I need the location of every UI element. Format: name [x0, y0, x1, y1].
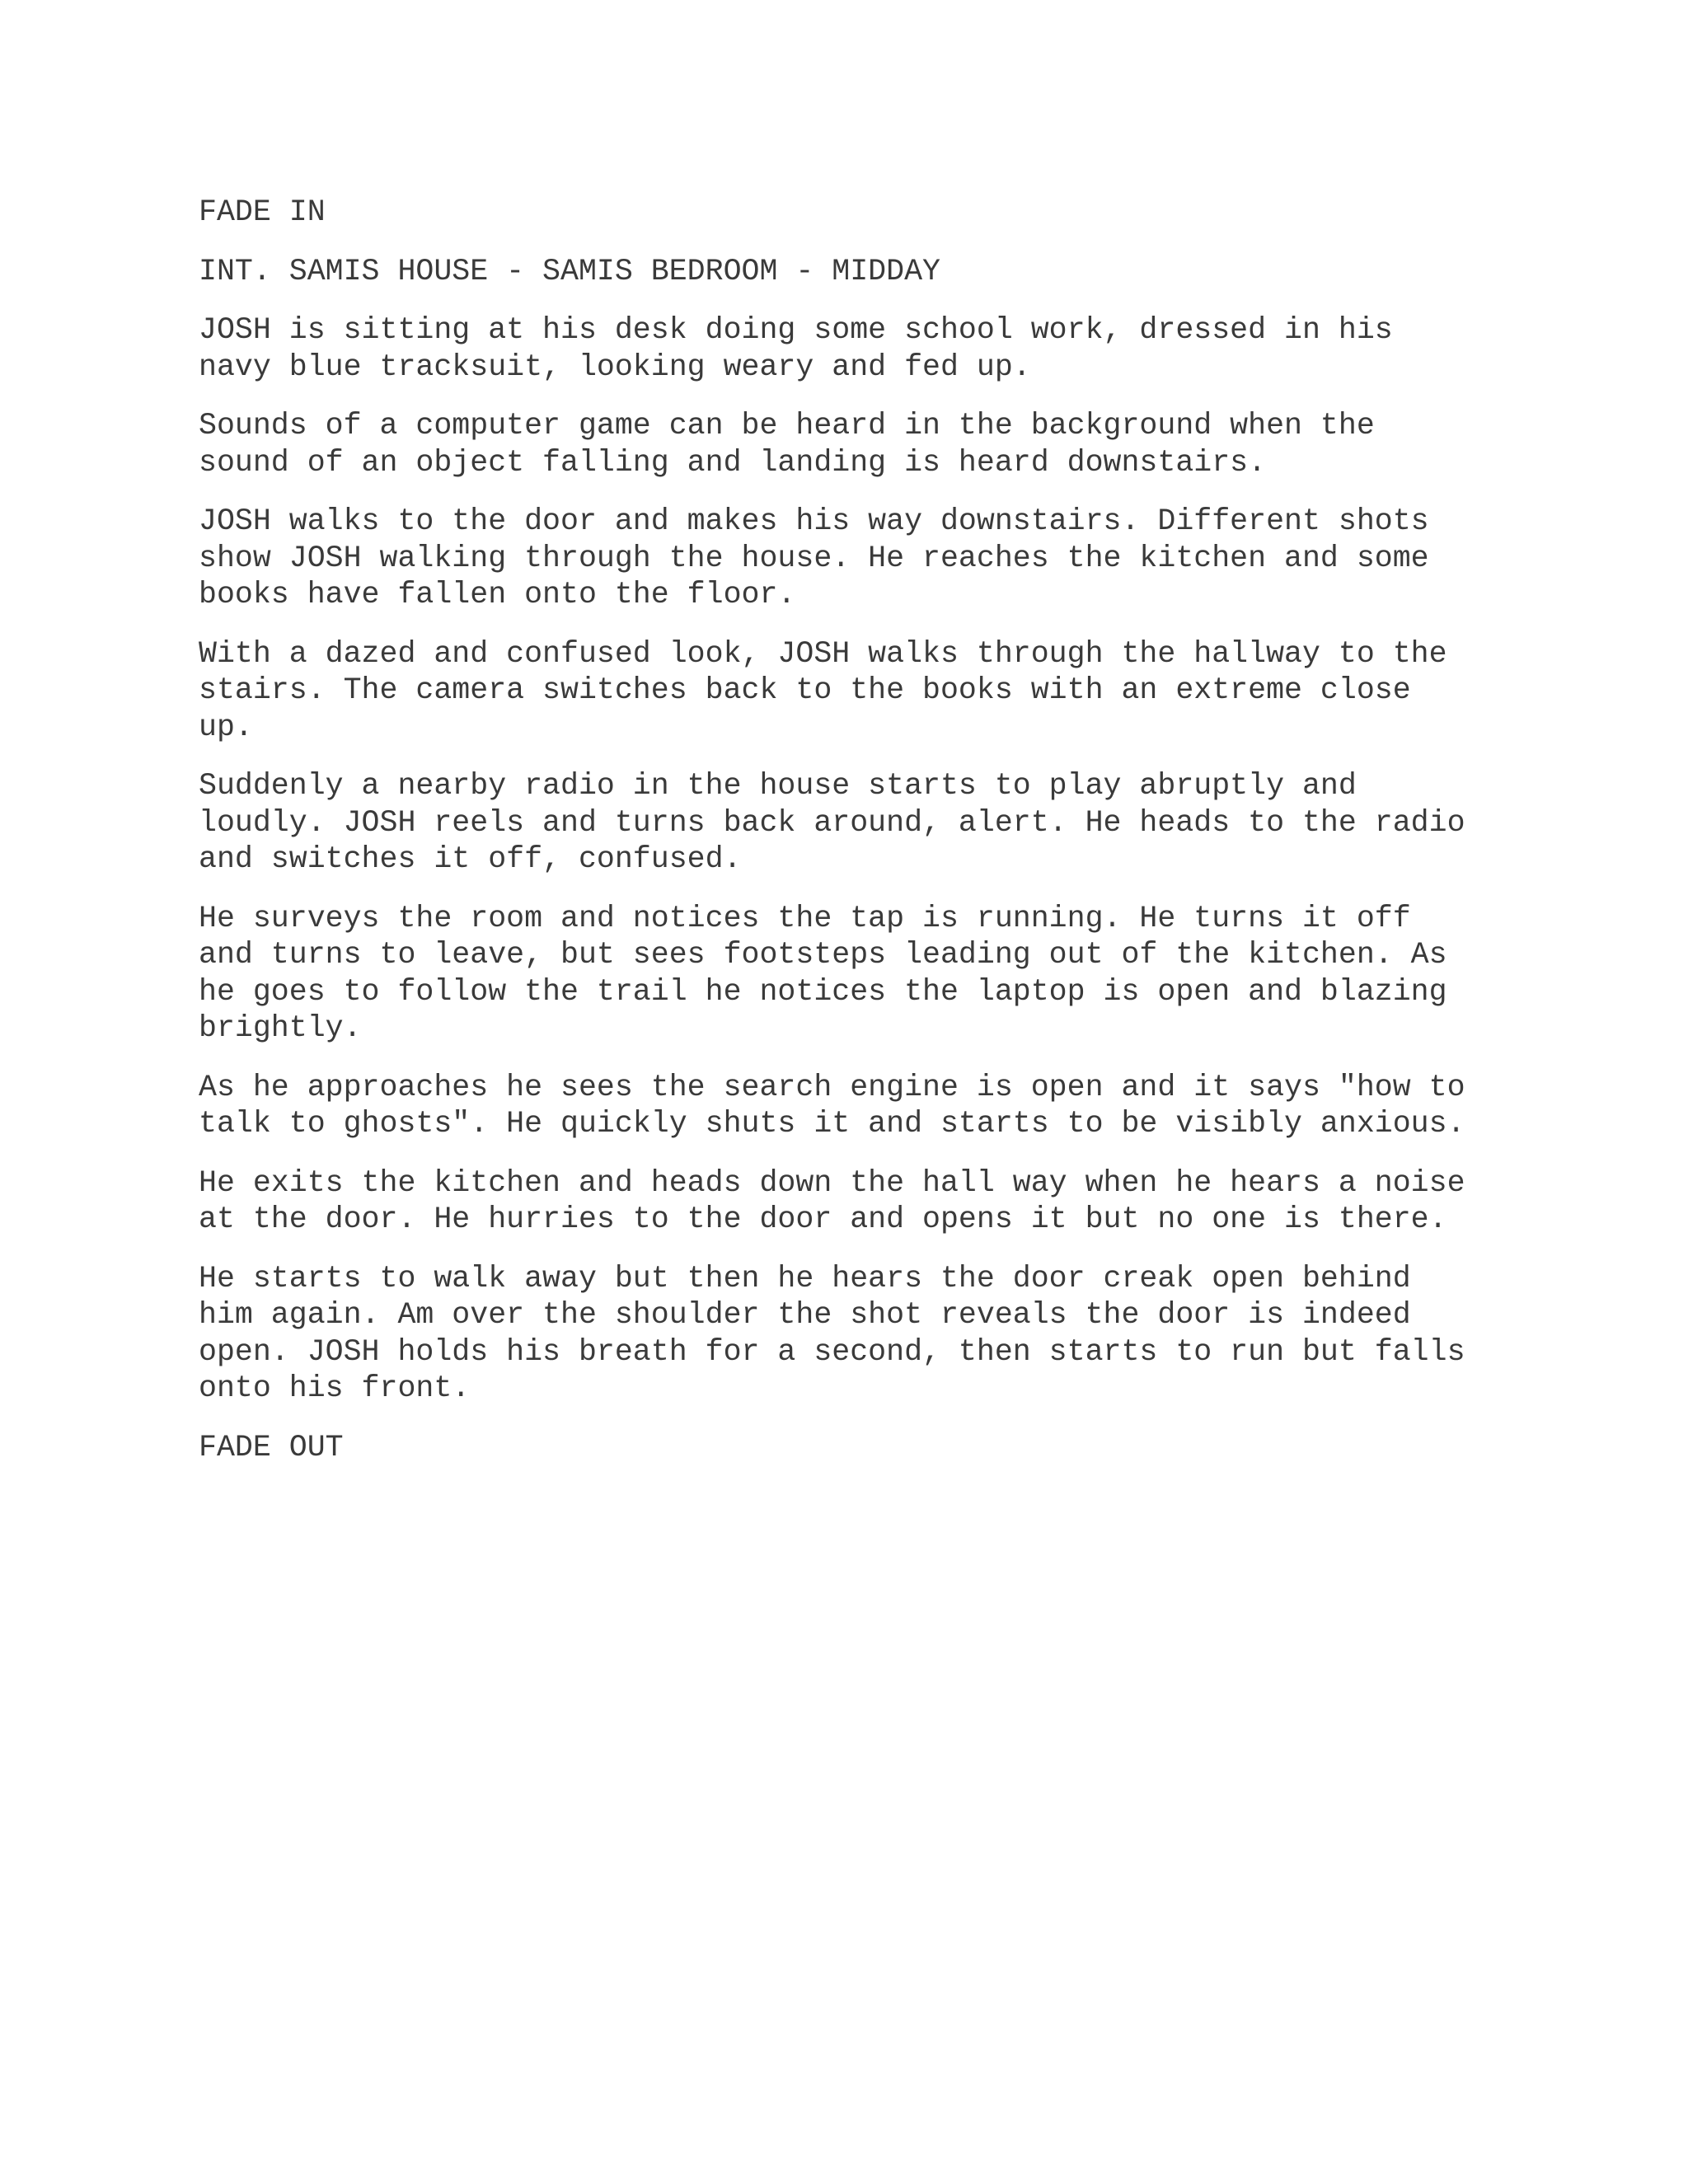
action-line: He starts to walk away but then he hears the door creak open behind: [199, 1261, 1411, 1296]
action-paragraph: [199, 636, 1517, 747]
action-line: JOSH is sitting at his desk doing some school work, dressed in his: [199, 313, 1393, 347]
action-line: loudly. JOSH reels and turns back around, alert. He heads to the radio: [199, 805, 1465, 840]
action-line: talk to ghosts". He quickly shuts it and starts to be visibly anxious.: [199, 1107, 1465, 1141]
action-line: Sounds of a computer game can be heard in the background when the: [199, 409, 1375, 443]
action-paragraph: [199, 1261, 1517, 1408]
action-paragraph: [199, 312, 1517, 386]
action-line: navy blue tracksuit, looking weary and fed up.: [199, 349, 1031, 384]
action-paragraph: [199, 768, 1517, 879]
transition-text: FADE IN: [199, 195, 326, 229]
action-paragraph: [199, 504, 1517, 614]
action-paragraph: [199, 1070, 1517, 1143]
scene-heading: [199, 254, 1517, 291]
action-line: show JOSH walking through the house. He reaches the kitchen and some: [199, 541, 1429, 575]
action-line: he goes to follow the trail he notices the laptop is open and blazing: [199, 974, 1447, 1009]
transition-fade-in: [199, 194, 1517, 232]
action-line: With a dazed and confused look, JOSH walks through the hallway to the: [199, 636, 1447, 671]
action-line: onto his front.: [199, 1371, 471, 1405]
action-paragraphs: [199, 312, 1517, 1408]
action-line: brightly.: [199, 1011, 362, 1045]
action-line: open. JOSH holds his breath for a second, then starts to run but falls: [199, 1334, 1465, 1369]
action-line: Suddenly a nearby radio in the house starts to play abruptly and: [199, 769, 1357, 803]
action-line: sound of an object falling and landing is heard downstairs.: [199, 445, 1267, 480]
transition-fade-out: [199, 1430, 1517, 1467]
action-paragraph: [199, 408, 1517, 481]
action-line: and switches it off, confused.: [199, 842, 742, 876]
action-line: him again. Am over the shoulder the shot reveals the door is indeed: [199, 1298, 1411, 1332]
action-line: books have fallen onto the floor.: [199, 578, 796, 612]
action-line: and turns to leave, but sees footsteps leading out of the kitchen. As: [199, 938, 1447, 972]
scene-heading-text: INT. SAMIS HOUSE - SAMIS BEDROOM - MIDDAY: [199, 254, 940, 288]
action-line: stairs. The camera switches back to the books with an extreme close: [199, 673, 1411, 707]
action-paragraph: [199, 901, 1517, 1047]
action-line: up.: [199, 710, 253, 744]
action-line: JOSH walks to the door and makes his way downstairs. Different shots: [199, 504, 1429, 538]
action-line: As he approaches he sees the search engine is open and it says "how to: [199, 1070, 1465, 1104]
action-line: He exits the kitchen and heads down the hall way when he hears a noise: [199, 1165, 1465, 1200]
action-paragraph: [199, 1165, 1517, 1239]
action-line: He surveys the room and notices the tap is running. He turns it off: [199, 901, 1411, 935]
transition-text: FADE OUT: [199, 1430, 344, 1465]
screenplay-body: [199, 194, 1517, 1488]
action-line: at the door. He hurries to the door and opens it but no one is there.: [199, 1202, 1447, 1236]
